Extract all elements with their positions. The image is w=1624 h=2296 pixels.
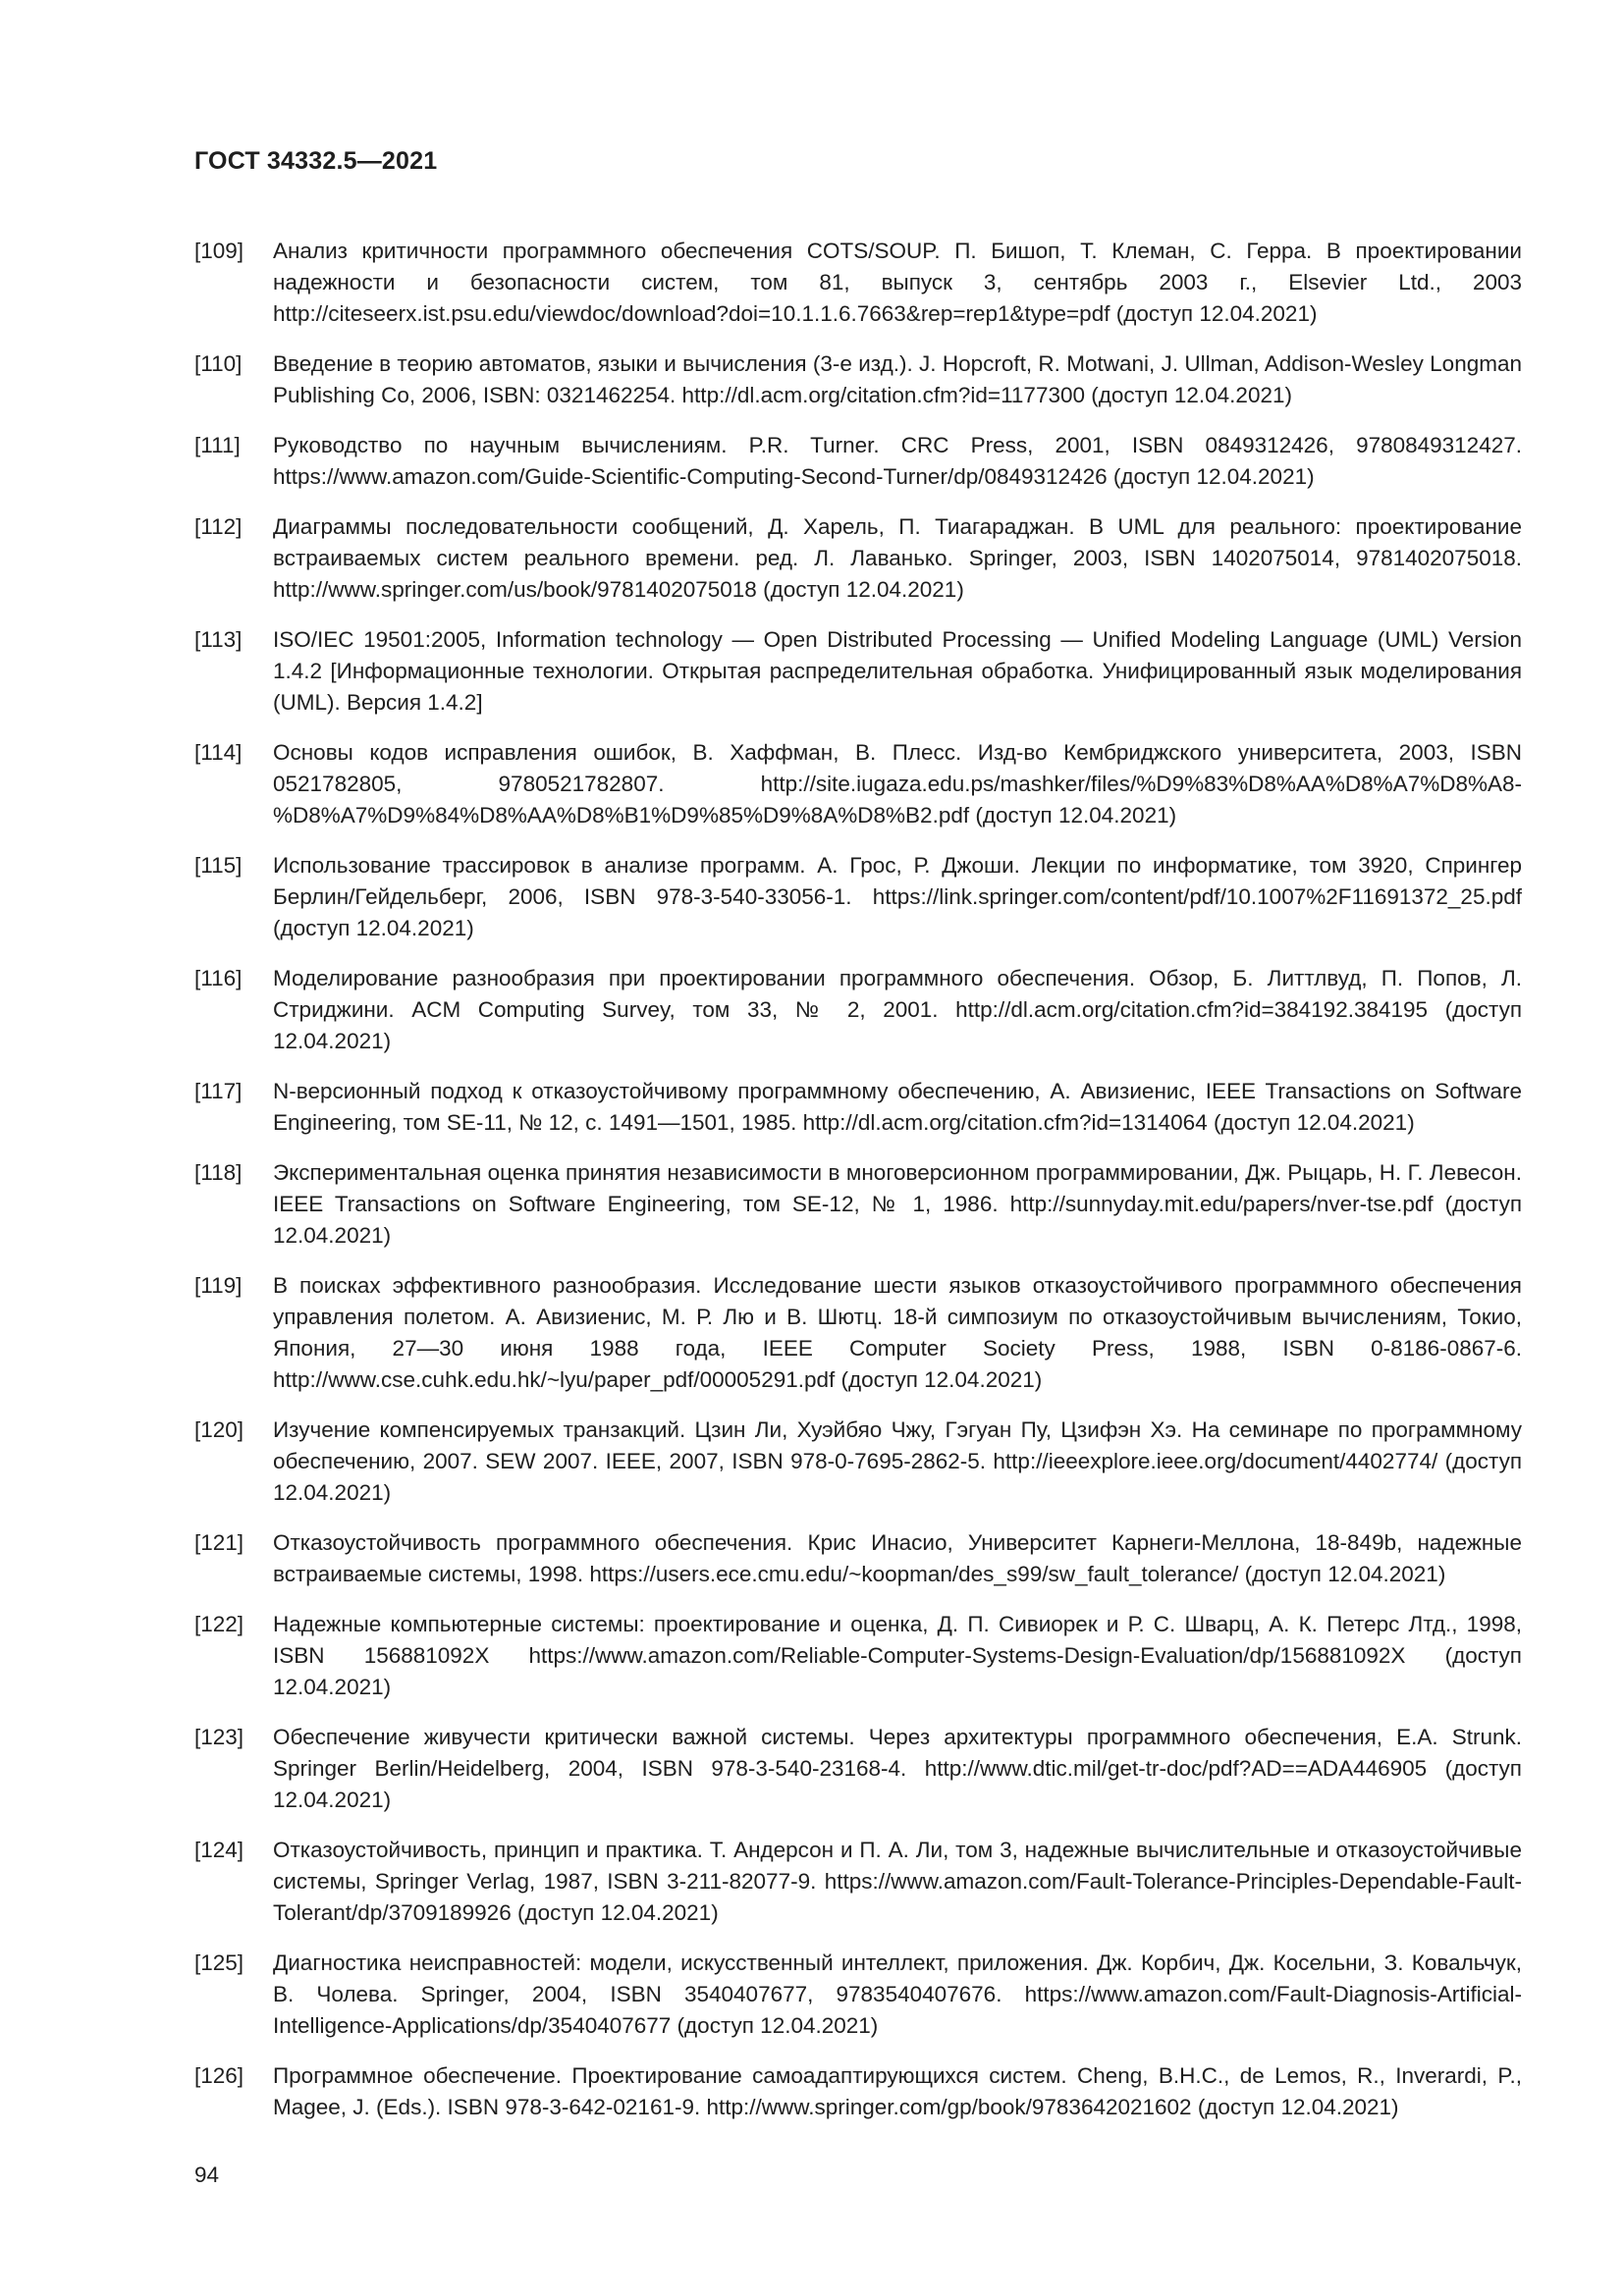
reference-number: [111] xyxy=(194,433,241,457)
document-header: ГОСТ 34332.5—2021 xyxy=(194,147,438,175)
reference-number: [123] xyxy=(194,1725,244,1749)
bibliography-entry xyxy=(194,430,1522,493)
reference-number: [109] xyxy=(194,239,244,263)
page-number: 94 xyxy=(194,2163,220,2187)
reference-text: Диаграммы последовательности сообщений, Д. Харель, П. Тиагараджан. В UML для реального: проектирование встраиваемых систем реального времени. ред. Л. Лаванько. Springer, 2003, ISBN 1402075014, 9781402075018. http://www.springer.com/us/book/9781402075018 (доступ 12.04.2021) xyxy=(273,514,1522,602)
reference-number: [122] xyxy=(194,1612,244,1636)
reference-text: N-версионный подход к отказоустойчивому программному обеспечению, А. Авизиенис, IEEE Transactions on Software Engineering, том SE-11, № 12, с. 1491—1501, 1985. http://dl.acm.org/citation.cfm?id=1314064 (доступ 12.04.2021) xyxy=(273,1079,1522,1135)
reference-text: Моделирование разнообразия при проектировании программного обеспечения. Обзор, Б. Литтлвуд, П. Попов, Л. Стриджини. ACM Computing Survey, том 33, № 2, 2001. http://dl.acm.org/citation.cfm?id=384192.384195 (доступ 12.04.2021) xyxy=(273,966,1522,1053)
reference-text: Руководство по научным вычислениям. P.R. Turner. CRC Press, 2001, ISBN 0849312426, 9780849312427. https://www.amazon.com/Guide-Scientific-Computing-Second-Turner/dp/0849312426 (доступ 12.04.2021) xyxy=(273,433,1522,489)
reference-number: [114] xyxy=(194,740,243,765)
bibliography-entry xyxy=(194,348,1522,411)
bibliography-entry xyxy=(194,624,1522,719)
reference-number: [119] xyxy=(194,1273,243,1298)
reference-number: [118] xyxy=(194,1160,243,1185)
bibliography-entry xyxy=(194,737,1522,831)
reference-text: В поисках эффективного разнообразия. Исследование шести языков отказоустойчивого программного обеспечения управления полетом. А. Авизиенис, М. Р. Лю и В. Шютц. 18-й симпозиум по отказоустойчивым вычислениям, Токио, Япония, 27—30 июня 1988 года, IEEE Computer Society Press, 1988, ISBN 0-8186-0867-6. http://www.cse.cuhk.edu.hk/~lyu/paper_pdf/00005291.pdf (доступ 12.04.2021) xyxy=(273,1273,1522,1392)
reference-number: [113] xyxy=(194,627,243,652)
reference-number: [117] xyxy=(194,1079,243,1103)
bibliography-entry xyxy=(194,1722,1522,1816)
bibliography-entry xyxy=(194,1415,1522,1509)
bibliography-entry xyxy=(194,1157,1522,1252)
bibliography-entry xyxy=(194,850,1522,944)
reference-text: ISO/IEC 19501:2005, Information technology — Open Distributed Processing — Unified Modeling Language (UML) Version 1.4.2 [Информационные технологии. Открытая распределительная обработка. Унифицированный язык моделирования (UML). Версия 1.4.2] xyxy=(273,627,1522,715)
bibliography-entry xyxy=(194,1527,1522,1590)
bibliography-entry xyxy=(194,511,1522,606)
bibliography-list xyxy=(194,236,1522,2142)
reference-text: Обеспечение живучести критически важной системы. Через архитектуры программного обеспечения, E.A. Strunk. Springer Berlin/Heidelberg, 2004, ISBN 978-3-540-23168-4. http://www.dtic.mil/get-tr-doc/pdf?AD==ADA446905 (доступ 12.04.2021) xyxy=(273,1725,1522,1812)
reference-text: Программное обеспечение. Проектирование самоадаптирующихся систем. Cheng, B.H.C., de Lemos, R., Inverardi, P., Magee, J. (Eds.). ISBN 978-3-642-02161-9. http://www.springer.com/gp/book/9783642021602 (доступ 12.04.2021) xyxy=(273,2063,1522,2119)
reference-number: [121] xyxy=(194,1530,244,1555)
reference-number: [112] xyxy=(194,514,243,539)
reference-text: Изучение компенсируемых транзакций. Цзин Ли, Хуэйбяо Чжу, Гэгуан Пу, Цзифэн Хэ. На семинаре по программному обеспечению, 2007. SEW 2007. IEEE, 2007, ISBN 978-0-7695-2862-5. http://ieeexplore.ieee.org/document/4402774/ (доступ 12.04.2021) xyxy=(273,1417,1522,1505)
bibliography-entry xyxy=(194,236,1522,330)
reference-text: Введение в теорию автоматов, языки и вычисления (3-е изд.). J. Hopcroft, R. Motwani, J. Ullman, Addison-Wesley Longman Publishing Co, 2006, ISBN: 0321462254. http://dl.acm.org/citation.cfm?id=1177300 (доступ 12.04.2021) xyxy=(273,351,1522,407)
bibliography-entry xyxy=(194,2060,1522,2123)
bibliography-entry xyxy=(194,963,1522,1057)
reference-text: Основы кодов исправления ошибок, В. Хаффман, В. Плесс. Изд-во Кембриджского университета, 2003, ISBN 0521782805, 9780521782807. http://site.iugaza.edu.ps/mashker/files/%D9%83%D8%AA%D8%A7%D8%A8-%D8%A7%D9%84%D8%AA%D8%B1%D9%85%D9%8A%D8%B2.pdf (доступ 12.04.2021) xyxy=(273,740,1522,828)
reference-text: Анализ критичности программного обеспечения COTS/SOUP. П. Бишоп, Т. Клеман, С. Герра. В проектировании надежности и безопасности систем, том 81, выпуск 3, сентябрь 2003 г., Elsevier Ltd., 2003 http://citeseerx.ist.psu.edu/viewdoc/download?doi=10.1.1.6.7663&rep=rep1&type=pdf (доступ 12.04.2021) xyxy=(273,239,1522,326)
reference-number: [125] xyxy=(194,1950,244,1975)
reference-number: [126] xyxy=(194,2063,244,2088)
reference-number: [124] xyxy=(194,1838,244,1862)
bibliography-entry xyxy=(194,1270,1522,1396)
reference-text: Использование трассировок в анализе программ. А. Грос, Р. Джоши. Лекции по информатике, том 3920, Спрингер Берлин/Гейдельберг, 2006, ISBN 978-3-540-33056-1. https://link.springer.com/content/pdf/10.1007%2F11691372_25.pdf (доступ 12.04.2021) xyxy=(273,853,1522,940)
reference-number: [120] xyxy=(194,1417,244,1442)
bibliography-entry xyxy=(194,1076,1522,1139)
reference-number: [110] xyxy=(194,351,243,376)
reference-number: [116] xyxy=(194,966,243,990)
bibliography-entry xyxy=(194,1609,1522,1703)
reference-number: [115] xyxy=(194,853,243,878)
bibliography-entry xyxy=(194,1948,1522,2042)
reference-text: Надежные компьютерные системы: проектирование и оценка, Д. П. Сивиорек и Р. С. Шварц, А. К. Петерс Лтд., 1998, ISBN 156881092X https://www.amazon.com/Reliable-Computer-Systems-Design-Evaluation/dp/156881092X (доступ 12.04.2021) xyxy=(273,1612,1522,1699)
reference-text: Диагностика неисправностей: модели, искусственный интеллект, приложения. Дж. Корбич, Дж. Косельни, З. Ковальчук, В. Чолева. Springer, 2004, ISBN 3540407677, 9783540407676. https://www.amazon.com/Fault-Diagnosis-Artificial-Intelligence-Applications/dp/3540407677 (доступ 12.04.2021) xyxy=(273,1950,1522,2038)
reference-text: Отказоустойчивость программного обеспечения. Крис Инасио, Университет Карнеги-Меллона, 18-849b, надежные встраиваемые системы, 1998. https://users.ece.cmu.edu/~koopman/des_s99/sw_fault_tolerance/ (доступ 12.04.2021) xyxy=(273,1530,1522,1586)
reference-text: Отказоустойчивость, принцип и практика. Т. Андерсон и П. А. Ли, том 3, надежные вычислительные и отказоустойчивые системы, Springer Verlag, 1987, ISBN 3-211-82077-9. https://www.amazon.com/Fault-Tolerance-Principles-Dependable-Fault-Tolerant/dp/3709189926 (доступ 12.04.2021) xyxy=(273,1838,1522,1925)
bibliography-entry xyxy=(194,1835,1522,1929)
reference-text: Экспериментальная оценка принятия независимости в многоверсионном программировании, Дж. Рыцарь, Н. Г. Левесон. IEEE Transactions on Software Engineering, том SE-12, № 1, 1986. http://sunnyday.mit.edu/papers/nver-tse.pdf (доступ 12.04.2021) xyxy=(273,1160,1522,1248)
